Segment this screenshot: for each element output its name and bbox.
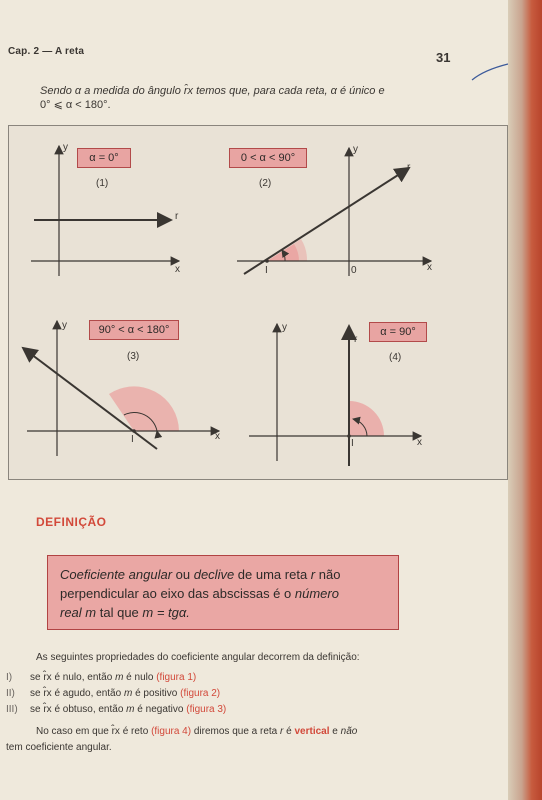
book-spine-edge [508,0,542,800]
figure-3-x-axis-label: x [215,431,220,442]
figure-2-line-label: r [407,162,411,173]
figures-diagram [9,126,507,479]
var-m: m [81,605,97,620]
closing-text: é [283,726,295,737]
definition-text: de uma reta [234,567,311,582]
closing-line-2: tem coeficiente angular. [6,742,112,753]
page-number: 31 [436,50,451,65]
pen-mark-icon [470,60,510,84]
property-text: se r̂x é obtuso, então [30,704,127,715]
figure-3-condition: 90° < α < 180° [89,320,179,340]
closing-text: diremos que a reta [191,726,281,737]
figure-3-number: (3) [127,351,140,362]
property-item-1 [6,670,196,685]
definition-text: tal que [96,605,143,620]
figures-panel [8,125,508,480]
definition-title: DEFINIÇÃO [36,515,107,529]
figure-1-line-label: r [175,211,179,222]
figure-reference: (figura 3) [186,704,227,715]
figure-reference: (figura 2) [180,688,221,699]
term-numero: número [294,586,339,601]
figure-2-origin-label: 0 [351,265,357,276]
var-r: r [280,726,284,737]
figure-3-point-label: I [131,434,134,445]
figure-2-number: (2) [259,178,272,189]
figure-reference: (figura 1) [156,672,197,683]
figure-4 [249,324,421,466]
figure-1-x-axis-label: x [175,264,180,275]
figure-4-x-axis-label: x [417,437,422,448]
property-text: é positivo [132,688,181,699]
figure-reference: (figura 4) [151,726,192,737]
term-vertical: vertical [294,726,330,737]
property-text: é nulo [123,672,157,683]
figure-4-point-label: I [351,438,354,449]
property-text: se r̂x é agudo, então [30,688,124,699]
figure-3 [23,321,219,456]
chapter-header: Cap. 2 — A reta [8,46,85,57]
closing-text: e [329,726,341,737]
property-text: se r̂x é nulo, então [30,672,116,683]
properties-intro: As seguintes propriedades do coeficiente angular decorrem da definição: [36,652,360,663]
figure-4-line-label: r [354,334,358,345]
figure-4-y-axis-label: y [282,322,287,333]
definition-line-1 [60,565,386,584]
figure-2-point-label: I [265,265,268,276]
closing-line-1 [36,724,357,739]
figure-1-condition: α = 0° [77,148,131,168]
definition-text: não [315,567,341,582]
definition-text: ou [172,567,194,582]
intro-line-2: 0° ⩽ α < 180°. [40,99,111,111]
var-r: r [310,567,316,582]
property-marker: I) [6,672,13,683]
definition-box [47,555,399,630]
property-text: é negativo [134,704,187,715]
figure-1-y-axis-label: y [63,142,68,153]
definition-line-3 [60,603,386,622]
term-declive: declive [193,567,235,582]
property-marker: II) [6,688,15,699]
intro-text [40,84,470,112]
var-m: m [126,704,135,715]
definition-text: perpendicular ao eixo das abscissas é o [60,586,295,601]
figure-3-y-axis-label: y [62,320,67,331]
figure-1-number: (1) [96,178,109,189]
property-item-2 [6,686,220,701]
intro-line-1: Sendo α a medida do ângulo r̂x temos que, para cada reta, α é único e [40,85,385,97]
property-marker: III) [6,704,18,715]
var-m: m [115,672,124,683]
figure-4-condition: α = 90° [369,322,427,342]
figure-2-condition: 0 < α < 90° [229,148,307,168]
closing-text: No caso em que r̂x é reto [36,726,152,737]
definition-line-2 [60,584,386,603]
property-item-3 [6,702,226,717]
formula-m-tg-alpha: m = tgα. [142,605,190,620]
term-real: real [60,605,82,620]
var-m: m [123,688,133,699]
term-nao: não [340,726,358,737]
figure-4-number: (4) [389,352,402,363]
figure-2-x-axis-label: x [427,262,432,273]
figure-2-y-axis-label: y [353,144,358,155]
term-coeficiente-angular: Coeficiente angular [60,567,173,582]
